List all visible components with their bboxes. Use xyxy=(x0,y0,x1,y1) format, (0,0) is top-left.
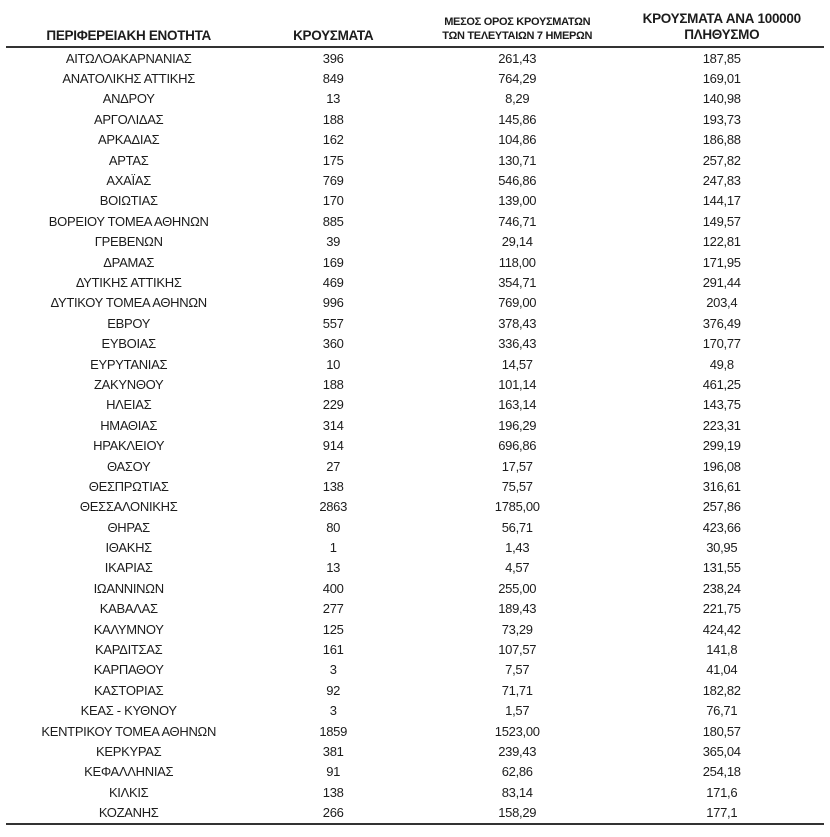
avg7-cell: 769,00 xyxy=(498,295,537,311)
per100k-cell: 376,49 xyxy=(702,315,741,331)
per100k-cell: 291,44 xyxy=(702,274,741,290)
cases-cell: 400 xyxy=(322,580,344,596)
header-region: ΠΕΡΙΦΕΡΕΙΑΚΗ ΕΝΟΤΗΤΑ xyxy=(6,0,251,47)
table-row xyxy=(6,415,824,435)
region-cell: ΙΩΑΝΝΙΝΩΝ xyxy=(93,580,164,596)
region-cell: ΑΡΓΟΛΙΔΑΣ xyxy=(94,111,164,127)
region-cell: ΑΙΤΩΛΟΑΚΑΡΝΑΝΙΑΣ xyxy=(65,50,192,66)
header-per100k-line2: ΠΛΗΘΥΣΜΟ xyxy=(684,27,760,42)
avg7-cell: 4,57 xyxy=(505,560,530,576)
table-row xyxy=(6,333,824,353)
avg7-cell: 118,00 xyxy=(498,254,536,270)
cases-cell: 266 xyxy=(322,805,344,821)
per100k-cell: 186,88 xyxy=(702,132,741,148)
region-cell: ΚΑΣΤΟΡΙΑΣ xyxy=(93,682,164,698)
avg7-cell: 83,14 xyxy=(501,784,533,800)
cases-cell: 138 xyxy=(322,478,344,494)
avg7-cell: 1523,00 xyxy=(494,723,540,739)
table-row xyxy=(6,395,824,415)
avg7-cell: 62,86 xyxy=(501,764,533,780)
table-row xyxy=(6,497,824,517)
cases-cell: 91 xyxy=(326,764,341,780)
cases-cell: 10 xyxy=(326,356,341,372)
cases-cell: 996 xyxy=(322,295,344,311)
per100k-cell: 170,77 xyxy=(702,336,741,352)
region-cell: ΑΧΑΪΑΣ xyxy=(106,173,151,189)
per100k-cell: 193,73 xyxy=(702,111,741,127)
cases-cell: 162 xyxy=(322,132,344,148)
avg7-cell: 255,00 xyxy=(498,580,537,596)
per100k-cell: 254,18 xyxy=(702,764,741,780)
avg7-cell: 1785,00 xyxy=(494,499,540,515)
avg7-cell: 14,57 xyxy=(501,356,533,372)
per100k-cell: 144,17 xyxy=(702,193,741,209)
header-row xyxy=(6,0,824,47)
region-cell: ΗΡΑΚΛΕΙΟΥ xyxy=(93,438,165,454)
avg7-cell: 261,43 xyxy=(498,50,537,66)
avg7-cell: 1,43 xyxy=(505,540,530,556)
cases-cell: 125 xyxy=(322,621,344,637)
table-row xyxy=(6,619,824,639)
table-row xyxy=(6,476,824,496)
region-cell: ΗΛΕΙΑΣ xyxy=(106,397,152,413)
cases-cell: 469 xyxy=(322,274,344,290)
region-cell: ΘΕΣΠΡΩΤΙΑΣ xyxy=(88,478,169,494)
table-row xyxy=(6,109,824,129)
region-cell: ΚΑΡΔΙΤΣΑΣ xyxy=(95,642,163,658)
table-row xyxy=(6,802,824,823)
table-row xyxy=(6,68,824,88)
per100k-cell: 203,4 xyxy=(706,295,738,311)
table-row xyxy=(6,537,824,557)
region-cell: ΒΟΙΩΤΙΑΣ xyxy=(99,193,158,209)
cases-cell: 557 xyxy=(322,315,344,331)
table-row xyxy=(6,782,824,802)
cases-cell: 229 xyxy=(322,397,344,413)
per100k-cell: 223,31 xyxy=(702,417,741,433)
avg7-cell: 7,57 xyxy=(505,662,530,678)
avg7-cell: 29,14 xyxy=(501,234,533,250)
cases-cell: 170 xyxy=(322,193,344,209)
table-row xyxy=(6,354,824,374)
cases-cell: 188 xyxy=(322,376,344,392)
avg7-cell: 189,43 xyxy=(498,601,537,617)
per100k-cell: 299,19 xyxy=(702,438,741,454)
table-row xyxy=(6,741,824,761)
avg7-cell: 101,14 xyxy=(498,376,537,392)
table-row xyxy=(6,680,824,700)
table-row xyxy=(6,558,824,578)
table-row xyxy=(6,252,824,272)
table-row xyxy=(6,89,824,109)
region-cell: ΔΥΤΙΚΗΣ ΑΤΤΙΚΗΣ xyxy=(75,274,182,290)
table-row xyxy=(6,272,824,292)
per100k-cell: 221,75 xyxy=(702,601,741,617)
region-cell: ΖΑΚΥΝΘΟΥ xyxy=(93,376,164,392)
table-row xyxy=(6,150,824,170)
cases-cell: 175 xyxy=(322,152,344,168)
region-cell: ΑΝΑΤΟΛΙΚΗΣ ΑΤΤΙΚΗΣ xyxy=(62,71,195,87)
header-cases: ΚΡΟΥΣΜΑΤΑ xyxy=(251,0,415,47)
header-avg7 xyxy=(415,0,620,47)
region-cell: ΚΕΦΑΛΛΗΝΙΑΣ xyxy=(84,764,174,780)
region-cell: ΔΥΤΙΚΟΥ ΤΟΜΕΑ ΑΘΗΝΩΝ xyxy=(50,295,207,311)
avg7-cell: 104,86 xyxy=(498,132,537,148)
table-row xyxy=(6,232,824,252)
per100k-cell: 30,95 xyxy=(706,540,738,556)
avg7-cell: 75,57 xyxy=(501,478,533,494)
avg7-cell: 239,43 xyxy=(498,743,537,759)
region-cell: ΕΥΡΥΤΑΝΙΑΣ xyxy=(90,356,168,372)
region-cell: ΕΥΒΟΙΑΣ xyxy=(101,336,156,352)
cases-cell: 914 xyxy=(322,438,344,454)
per100k-cell: 180,57 xyxy=(702,723,741,739)
region-cell: ΚΕΝΤΡΙΚΟΥ ΤΟΜΕΑ ΑΘΗΝΩΝ xyxy=(41,723,217,739)
per100k-cell: 238,24 xyxy=(702,580,741,596)
per100k-cell: 247,83 xyxy=(702,173,741,189)
per100k-cell: 76,71 xyxy=(706,703,738,719)
header-per100k-line1: ΚΡΟΥΣΜΑΤΑ ΑΝΑ 100000 xyxy=(642,11,801,26)
per100k-cell: 257,82 xyxy=(702,152,741,168)
cases-cell: 27 xyxy=(326,458,341,474)
cases-cell: 277 xyxy=(322,601,344,617)
cases-cell: 3 xyxy=(329,703,337,719)
per100k-cell: 182,82 xyxy=(702,682,741,698)
avg7-cell: 1,57 xyxy=(505,703,530,719)
cases-cell: 92 xyxy=(326,682,341,698)
per100k-cell: 365,04 xyxy=(702,743,741,759)
region-cell: ΚΑΒΑΛΑΣ xyxy=(99,601,158,617)
cases-cell: 169 xyxy=(322,254,344,270)
region-cell: ΚΕΑΣ - ΚΥΘΝΟΥ xyxy=(80,703,177,719)
header-avg7-line2: ΤΩΝ ΤΕΛΕΥΤΑΙΩΝ 7 ΗΜΕΡΩΝ xyxy=(442,30,593,42)
table-row xyxy=(6,435,824,455)
per100k-cell: 149,57 xyxy=(702,213,741,229)
per100k-cell: 131,55 xyxy=(702,560,741,576)
avg7-cell: 8,29 xyxy=(505,91,530,107)
table-row xyxy=(6,517,824,537)
per100k-cell: 49,8 xyxy=(709,356,734,372)
table-row xyxy=(6,191,824,211)
cases-cell: 314 xyxy=(322,417,344,433)
table-row xyxy=(6,170,824,190)
cases-cell: 39 xyxy=(326,234,341,250)
avg7-cell: 196,29 xyxy=(498,417,537,433)
avg7-cell: 336,43 xyxy=(498,336,537,352)
region-cell: ΚΟΖΑΝΗΣ xyxy=(98,805,159,821)
table-row xyxy=(6,374,824,394)
avg7-cell: 746,71 xyxy=(498,213,537,229)
per100k-cell: 423,66 xyxy=(702,519,741,535)
region-cell: ΚΕΡΚΥΡΑΣ xyxy=(96,743,162,759)
cases-cell: 396 xyxy=(322,50,344,66)
per100k-cell: 171,95 xyxy=(702,254,741,270)
avg7-cell: 163,14 xyxy=(498,397,537,413)
cases-cell: 1 xyxy=(329,540,337,556)
table-row xyxy=(6,313,824,333)
avg7-cell: 73,29 xyxy=(501,621,533,637)
per100k-cell: 169,01 xyxy=(702,71,741,87)
region-cell: ΗΜΑΘΙΑΣ xyxy=(100,417,158,433)
cases-cell: 188 xyxy=(322,111,344,127)
region-cell: ΑΡΚΑΔΙΑΣ xyxy=(98,132,160,148)
cases-cell: 769 xyxy=(322,173,344,189)
region-cell: ΚΙΛΚΙΣ xyxy=(108,784,149,800)
table-body xyxy=(6,47,824,824)
table-row xyxy=(6,721,824,741)
cases-cell: 13 xyxy=(326,91,341,107)
cases-cell: 3 xyxy=(329,662,337,678)
per100k-cell: 41,04 xyxy=(706,662,738,678)
avg7-cell: 107,57 xyxy=(498,642,537,658)
per100k-cell: 177,1 xyxy=(706,805,738,821)
table-row xyxy=(6,660,824,680)
avg7-cell: 378,43 xyxy=(498,315,537,331)
region-cell: ΕΒΡΟΥ xyxy=(107,315,151,331)
cases-cell: 885 xyxy=(322,213,344,229)
per100k-cell: 141,8 xyxy=(706,642,738,658)
avg7-cell: 130,71 xyxy=(498,152,537,168)
table-row xyxy=(6,578,824,598)
table-row xyxy=(6,211,824,231)
cases-cell: 13 xyxy=(326,560,341,576)
table-row xyxy=(6,456,824,476)
cases-cell: 138 xyxy=(322,784,344,800)
header-per100k xyxy=(619,0,824,47)
per100k-cell: 187,85 xyxy=(702,50,741,66)
table-row xyxy=(6,130,824,150)
per100k-cell: 143,75 xyxy=(702,397,741,413)
region-cell: ΙΘΑΚΗΣ xyxy=(105,540,152,556)
table-row xyxy=(6,47,824,68)
cases-cell: 2863 xyxy=(319,499,348,515)
per100k-cell: 171,6 xyxy=(706,784,738,800)
table-row xyxy=(6,762,824,782)
cases-cell: 161 xyxy=(322,642,344,658)
table-row xyxy=(6,293,824,313)
avg7-cell: 17,57 xyxy=(501,458,533,474)
per100k-cell: 257,86 xyxy=(702,499,741,515)
cases-cell: 381 xyxy=(322,743,344,759)
avg7-cell: 139,00 xyxy=(498,193,537,209)
avg7-cell: 546,86 xyxy=(498,173,537,189)
region-cell: ΚΑΛΥΜΝΟΥ xyxy=(93,621,164,637)
regional-cases-table xyxy=(6,0,824,825)
avg7-cell: 145,86 xyxy=(498,111,537,127)
avg7-cell: 158,29 xyxy=(498,805,537,821)
table-row xyxy=(6,701,824,721)
per100k-cell: 196,08 xyxy=(702,458,741,474)
region-cell: ΔΡΑΜΑΣ xyxy=(103,254,155,270)
cases-cell: 849 xyxy=(322,71,344,87)
per100k-cell: 424,42 xyxy=(702,621,741,637)
region-cell: ΒΟΡΕΙΟΥ ΤΟΜΕΑ ΑΘΗΝΩΝ xyxy=(48,213,209,229)
region-cell: ΘΕΣΣΑΛΟΝΙΚΗΣ xyxy=(79,499,178,515)
region-cell: ΙΚΑΡΙΑΣ xyxy=(104,560,153,576)
table-row xyxy=(6,639,824,659)
region-cell: ΓΡΕΒΕΝΩΝ xyxy=(94,234,163,250)
avg7-cell: 71,71 xyxy=(501,682,533,698)
table-row xyxy=(6,599,824,619)
cases-cell: 360 xyxy=(322,336,344,352)
avg7-cell: 56,71 xyxy=(501,519,533,535)
region-cell: ΚΑΡΠΑΘΟΥ xyxy=(93,662,164,678)
per100k-cell: 140,98 xyxy=(702,91,741,107)
avg7-cell: 764,29 xyxy=(498,71,537,87)
table-header xyxy=(6,0,824,47)
per100k-cell: 316,61 xyxy=(702,478,741,494)
avg7-cell: 696,86 xyxy=(498,438,537,454)
cases-cell: 80 xyxy=(326,519,341,535)
region-cell: ΑΝΔΡΟΥ xyxy=(102,91,155,107)
region-cell: ΘΑΣΟΥ xyxy=(106,458,151,474)
region-cell: ΘΗΡΑΣ xyxy=(107,519,150,535)
per100k-cell: 122,81 xyxy=(702,234,741,250)
region-cell: ΑΡΤΑΣ xyxy=(108,152,149,168)
cases-cell: 1859 xyxy=(319,723,348,739)
per100k-cell: 461,25 xyxy=(702,376,741,392)
avg7-cell: 354,71 xyxy=(498,274,537,290)
header-avg7-line1: ΜΕΣΟΣ ΟΡΟΣ ΚΡΟΥΣΜΑΤΩΝ xyxy=(444,16,591,28)
